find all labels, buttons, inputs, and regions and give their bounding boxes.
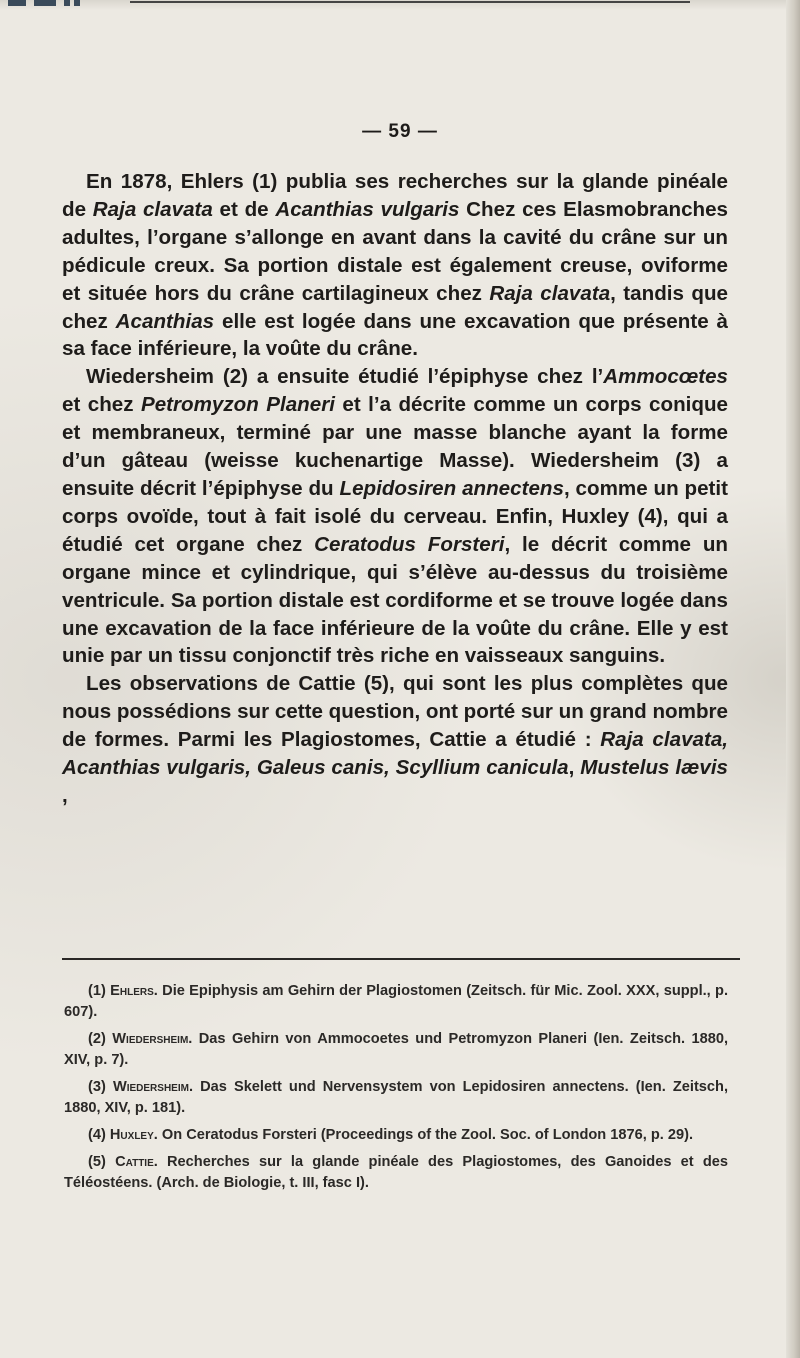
text-run: et l’a décrite comme un corps conique et membraneux, terminé par une masse blanche ayant la forme d’un gâteau (weisse kuchenartige Masse). Wiedersheim (3) a ensuite décrit l’épiphyse du [62,393,729,500]
footnote-author: Huxley [109,1127,154,1143]
footnote [64,1077,728,1119]
text-run: , [568,756,581,780]
footnote-rule [62,958,740,960]
italic-text: Raja clavata [92,197,213,221]
text-run: En 1878, Ehlers (1) publia ses recherches sur la glande pinéale de [62,170,728,221]
italic-text: Acanthias [115,309,215,333]
italic-text: Ammocœtes [603,365,728,389]
footnote-number: (3) [88,1079,113,1095]
footnote-number: (2) [88,1031,113,1047]
footnote [64,1125,728,1146]
footnote-number: (1) [88,983,111,999]
italic-text: Lepidosiren annectens [339,476,564,500]
italic-text: Ceratodus Forsteri [314,532,505,556]
text-run: , comme un petit corps ovoïde, tout à fait isolé du cerveau. Enfin, Huxley (4), qui a étudié cet organe chez [62,476,728,556]
text-run: Chez ces Elasmobranches adultes, l’organe s’allonge en avant dans la cavité du crâne sur un pédicule creux. Sa portion distale est également creuse, oviforme et située hors du crâne cartilagineux chez [62,197,729,305]
footnote [64,1152,728,1194]
text-run: , tandis que chez [62,281,728,333]
footnote-author: Ehlers [110,983,154,999]
italic-text: Raja clavata [489,281,611,305]
footnote-number: (5) [88,1154,116,1170]
paragraph [62,670,728,810]
body-text [62,168,728,810]
top-rule [130,1,690,3]
footnote-text: . Recherches sur la glande pinéale des Plagiostomes, des Ganoides et des Téléostéens. (Arch. de Biologie, t. III, fasc I). [64,1154,728,1191]
footnote-text: . Die Epiphysis am Gehirn der Plagiostomen (Zeitsch. für Mic. Zool. XXX, suppl., p. 607). [64,983,729,1020]
text-run: et chez [62,393,141,417]
text-run: elle est logée dans une excavation que présente à sa face inférieure, la voûte du crâne. [62,309,728,361]
italic-text: Acanthias vulgaris [275,197,460,221]
text-run: et de [212,197,276,221]
text-run: , [62,783,68,807]
footnote-number: (4) [88,1127,110,1143]
italic-text: Petromyzon Planeri [140,393,335,417]
paragraph [62,168,728,363]
page-right-edge [786,0,800,1358]
footnote-text: . On Ceratodus Forsteri (Proceedings of the Zool. Soc. of London 1876, p. 29). [153,1127,694,1143]
footnote [64,981,728,1023]
italic-text: Raja clavata, Acanthias vulgaris, Galeus canis, Scyllium canicula [62,728,729,780]
italic-text: Mustelus lævis [580,756,728,780]
text-run: , le décrit comme un organe mince et cylindrique, qui s’élève au-dessus du troisième ventricule. Sa portion distale est cordiforme et se trouve logée dans une excavation de la face inférieure de la voûte du crâne. Elle y est unie par un tissu conjonctif très riche en vaisseaux sanguins. [62,532,728,668]
scan-corner-mark [8,0,108,8]
paragraph [62,363,728,670]
page-number: — 59 — [362,121,438,142]
footnote-author: Wiedersheim [112,1079,189,1095]
footnote-author: Wiedersheim [112,1031,189,1047]
footnotes [64,981,728,1200]
footnote-author: Cattie [115,1154,154,1170]
footnote-text: . Das Skelett und Nervensystem von Lepidosiren annectens. (Ien. Zeitsch, 1880, XIV, p. 181). [64,1079,729,1116]
text-run: Wiedersheim (2) a ensuite étudié l’épiphyse chez l’ [86,365,604,389]
text-run: Les observations de Cattie (5), qui sont les plus complètes que nous possédions sur cette question, ont porté sur un grand nombre de formes. Parmi les Plagiostomes, Cattie a étudié : [62,672,728,752]
footnote-text: . Das Gehirn von Ammocoetes und Petromyzon Planeri (Ien. Zeitsch. 1880, XIV, p. 7). [64,1031,729,1068]
footnote [64,1029,728,1071]
